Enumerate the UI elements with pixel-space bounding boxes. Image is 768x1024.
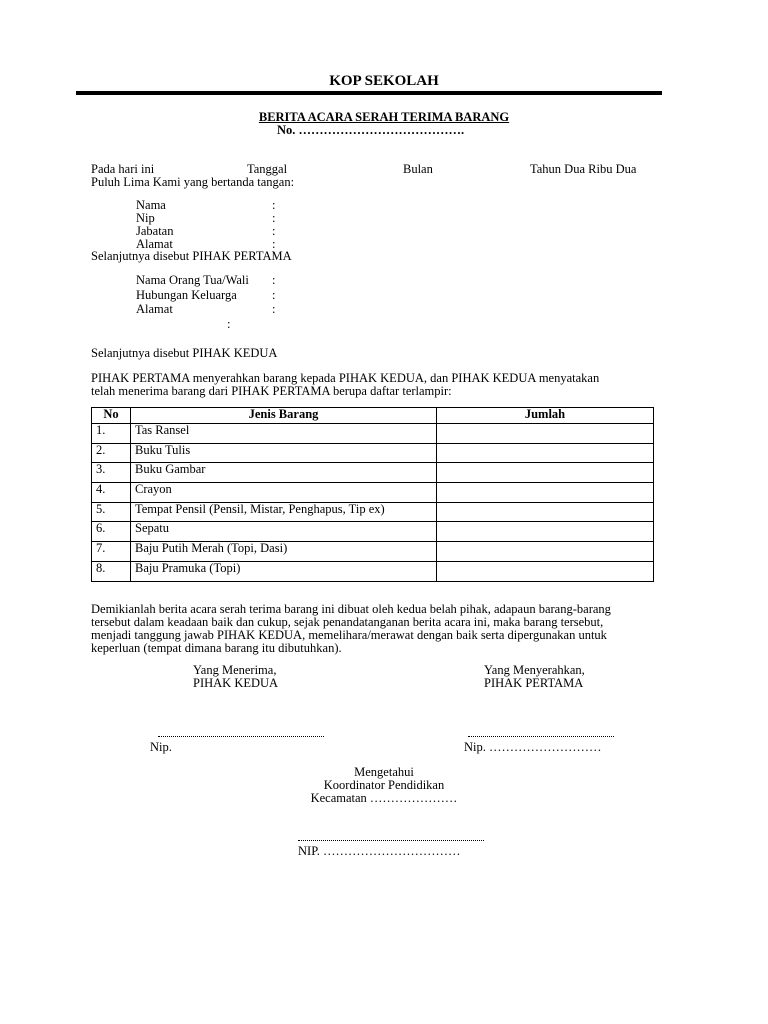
cell-no: 8. [92,561,131,581]
cell-jumlah [437,561,654,581]
table-row [92,502,654,522]
signature-line-right [468,736,614,737]
header-jenis-barang: Jenis Barang [131,408,437,424]
document-number: No. …………………………………. [277,123,465,137]
field-sep-extra: : [227,317,231,331]
cell-jenis: Baju Putih Merah (Topi, Dasi) [131,542,437,562]
items-table [91,407,654,582]
cell-jumlah [437,502,654,522]
pihak-kedua-closing: Selanjutnya disebut PIHAK KEDUA [91,346,278,360]
cell-jenis: Baju Pramuka (Topi) [131,561,437,581]
table-row [92,463,654,483]
table-row [92,424,654,444]
sig-bottom-line-1: Mengetahui [354,765,414,779]
field-label-jabatan: Jabatan [136,224,174,238]
field-label-nama: Nama [136,198,166,212]
cell-jenis: Sepatu [131,522,437,542]
field-sep: : [272,198,276,212]
sig-left-line-2: PIHAK KEDUA [193,676,279,690]
field-label-hubungan: Hubungan Keluarga [136,288,237,302]
sig-left-line-1: Yang Menerima, [193,663,277,677]
sig-left-nip: Nip. [150,740,172,754]
sig-right-line-2: PIHAK PERTAMA [484,676,584,690]
field-sep: : [272,224,276,238]
opening-tanggal: Tanggal [247,162,288,176]
table-row [92,483,654,503]
kop-divider [76,91,662,95]
cell-jumlah [437,483,654,503]
sig-bottom-line-3: Kecamatan ………………… [310,791,458,805]
closing-line-3: menjadi tanggung jawab PIHAK KEDUA, memelihara/merawat dengan baik serta dipergunakan untuk [91,628,607,642]
closing-line-2: tersebut dalam keadaan baik dan cukup, sejak penandatanganan berita acara ini, maka barang tersebut, [91,615,604,629]
sig-bottom-line-2: Koordinator Pendidikan [323,778,445,792]
closing-line-4: keperluan (tempat dimana barang itu dibutuhkan). [91,641,342,655]
signature-line-left [158,736,324,737]
cell-jenis: Tempat Pensil (Pensil, Mistar, Penghapus, Tip ex) [131,502,437,522]
cell-jenis: Tas Ransel [131,424,437,444]
cell-jenis: Buku Tulis [131,443,437,463]
field-label-alamat: Alamat [136,237,173,251]
field-sep: : [272,211,276,225]
cell-jumlah [437,463,654,483]
cell-no: 2. [92,443,131,463]
table-row [92,522,654,542]
table-header-row [92,408,654,424]
sig-right-line-1: Yang Menyerahkan, [484,663,585,677]
cell-no: 4. [92,483,131,503]
statement-line-1: PIHAK PERTAMA menyerahkan barang kepada PIHAK KEDUA, dan PIHAK KEDUA menyatakan [91,371,600,385]
pihak-pertama-closing: Selanjutnya disebut PIHAK PERTAMA [91,249,292,263]
sig-right-nip: Nip. ……………………… [464,740,602,754]
field-sep: : [272,302,276,316]
table-row [92,443,654,463]
sig-bottom-nip: NIP. …………………………… [298,844,461,858]
opening-line-2: Puluh Lima Kami yang bertanda tangan: [91,175,295,189]
kop-sekolah: KOP SEKOLAH [329,73,439,89]
field-label-alamat-wali: Alamat [136,302,173,316]
cell-no: 7. [92,542,131,562]
opening-bulan: Bulan [403,162,433,176]
cell-jumlah [437,542,654,562]
cell-jumlah [437,424,654,444]
cell-jenis: Buku Gambar [131,463,437,483]
field-sep: : [272,288,276,302]
field-sep: : [272,237,276,251]
cell-jumlah [437,522,654,542]
signature-line-bottom [298,840,484,841]
table-row [92,561,654,581]
cell-no: 6. [92,522,131,542]
field-label-nama-wali: Nama Orang Tua/Wali [136,273,249,287]
cell-no: 5. [92,502,131,522]
header-no: No [92,408,131,424]
cell-no: 1. [92,424,131,444]
field-label-nip: Nip [136,211,155,225]
header-jumlah: Jumlah [437,408,654,424]
cell-jenis: Crayon [131,483,437,503]
opening-pada-hari-ini: Pada hari ini [91,162,155,176]
cell-no: 3. [92,463,131,483]
document-title: BERITA ACARA SERAH TERIMA BARANG [258,110,510,124]
table-row [92,542,654,562]
closing-line-1: Demikianlah berita acara serah terima barang ini dibuat oleh kedua belah pihak, adapaun barang-barang [91,602,611,616]
statement-line-2: telah menerima barang dari PIHAK PERTAMA berupa daftar terlampir: [91,384,452,398]
field-sep: : [272,273,276,287]
cell-jumlah [437,443,654,463]
opening-tahun: Tahun Dua Ribu Dua [530,162,637,176]
